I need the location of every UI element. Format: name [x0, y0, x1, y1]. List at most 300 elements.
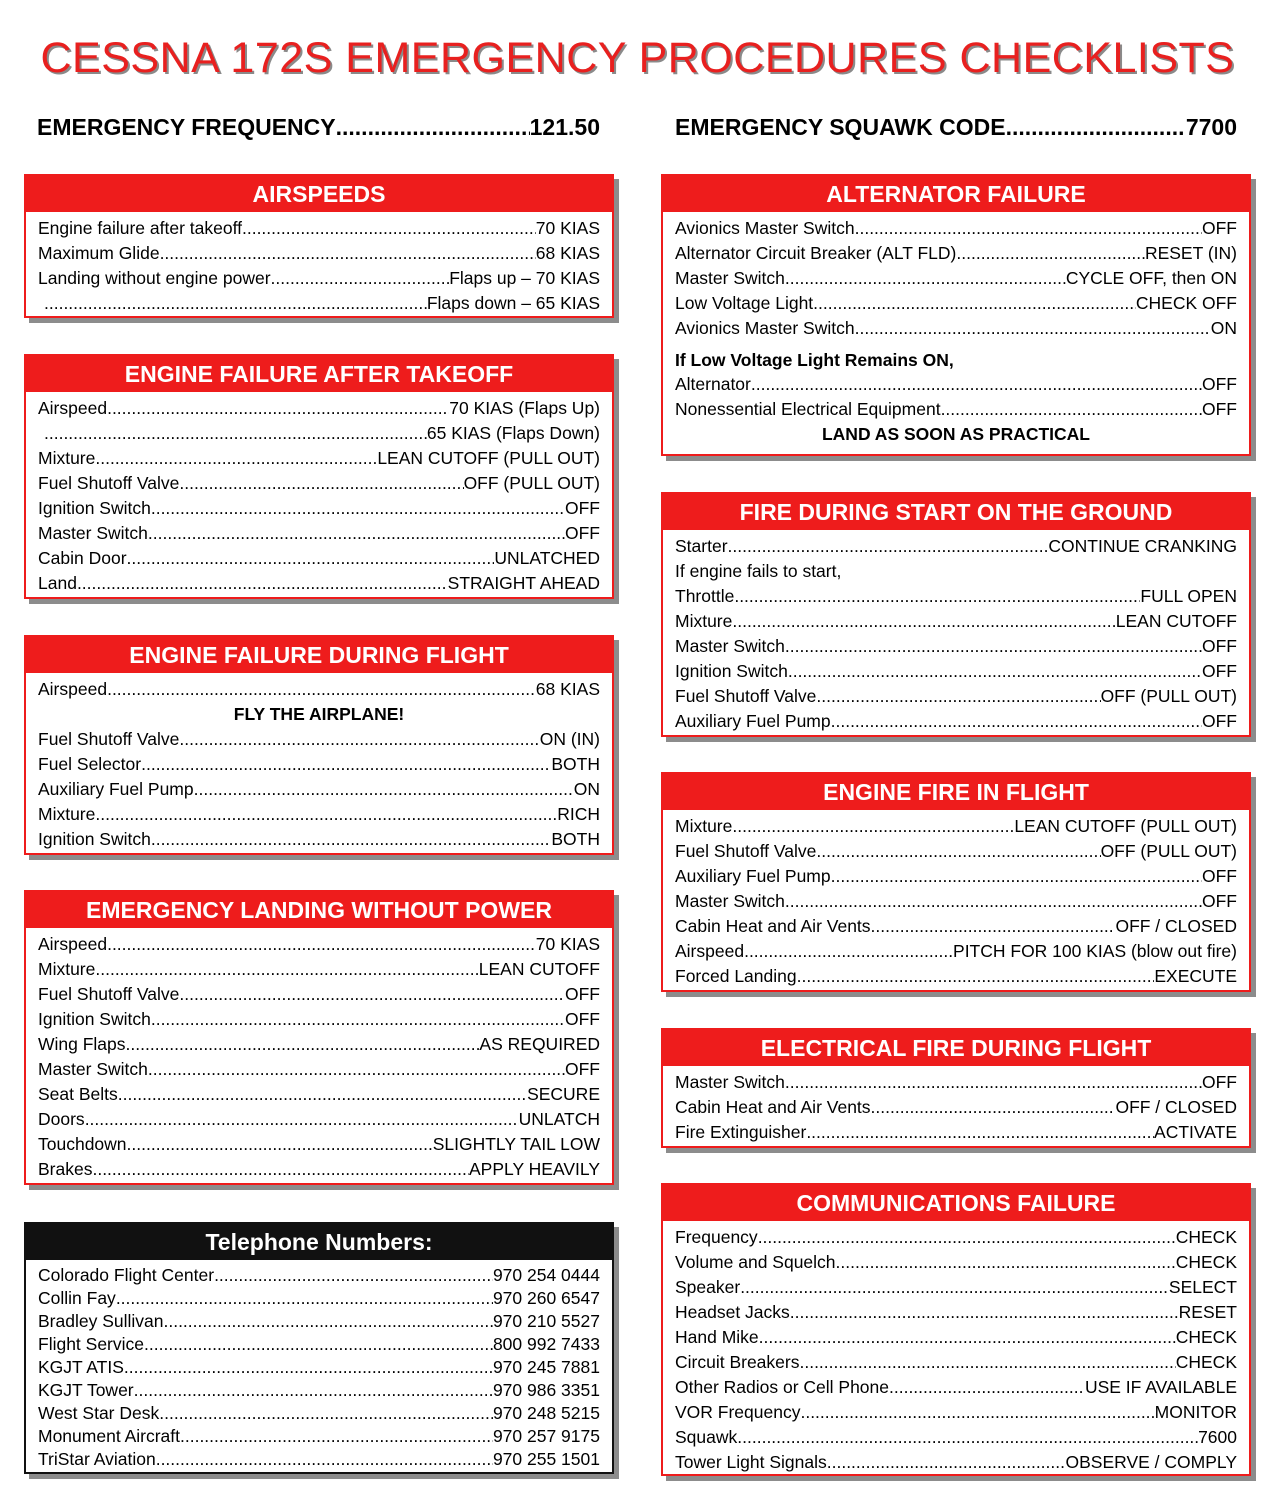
engine-failure-flight-title: ENGINE FAILURE DURING FLIGHT	[26, 637, 612, 673]
alternator-failure-box	[661, 174, 1251, 456]
list-item	[38, 1157, 600, 1182]
item-value: EXECUTE	[1154, 966, 1237, 986]
item-label: Ignition Switch	[38, 498, 151, 518]
item-value: SELECT	[1168, 1277, 1237, 1297]
item-value: SLIGHTLY TAIL LOW	[432, 1134, 600, 1154]
item-label: Alternator Circuit Breaker (ALT FLD)	[675, 243, 957, 263]
list-item	[675, 609, 1237, 634]
list-item	[675, 266, 1237, 291]
communications-failure-box	[661, 1183, 1251, 1476]
list-item	[38, 1264, 600, 1287]
item-label: Auxiliary Fuel Pump	[38, 779, 194, 799]
list-item	[38, 291, 600, 316]
list-item	[675, 372, 1237, 397]
list-item	[38, 1032, 600, 1057]
item-value: OFF / CLOSED	[1115, 1097, 1237, 1117]
list-item	[38, 1082, 600, 1107]
leader-dots	[141, 752, 551, 777]
leader-dots	[790, 1300, 1179, 1325]
list-item	[38, 1379, 600, 1402]
list-item	[675, 1375, 1237, 1400]
item-value: OFF (PULL OUT)	[1100, 841, 1237, 861]
item-value: OFF	[565, 1059, 600, 1079]
item-label: Mixture	[38, 804, 96, 824]
item-value: CYCLE OFF, then ON	[1065, 268, 1237, 288]
list-item	[38, 1448, 600, 1471]
item-value: 68 KIAS	[535, 679, 600, 699]
list-item	[675, 864, 1237, 889]
emergency-landing-list	[26, 928, 612, 1182]
item-label: Wing Flaps	[38, 1034, 126, 1054]
leader-dots	[92, 1157, 469, 1182]
leader-dots	[799, 1350, 1175, 1375]
list-item	[38, 521, 600, 546]
alternator-failure-list-2	[675, 372, 1237, 422]
leader-dots	[732, 609, 1115, 634]
item-value: Flaps up – 70 KIAS	[449, 268, 600, 288]
item-value: ON	[573, 779, 600, 799]
item-label: Brakes	[38, 1159, 93, 1179]
leader-dots	[734, 584, 1140, 609]
list-item	[38, 266, 600, 291]
item-value: SECURE	[527, 1084, 600, 1104]
item-value: 970 260 6547	[492, 1288, 600, 1308]
item-label: Fuel Shutoff Valve	[38, 984, 180, 1004]
list-item	[675, 584, 1237, 609]
leader-dots	[956, 241, 1145, 266]
item-label: Alternator	[675, 374, 751, 394]
item-value: OFF	[1202, 374, 1237, 394]
item-value: MONITOR	[1154, 1402, 1237, 1422]
leader-dots	[179, 727, 539, 752]
item-label: Headset Jacks	[675, 1302, 790, 1322]
item-value: CHECK	[1175, 1327, 1237, 1347]
leader-dots	[751, 372, 1202, 397]
item-label: Fuel Selector	[38, 754, 142, 774]
item-label: Airspeed	[675, 941, 745, 961]
leader-dots	[871, 914, 1116, 939]
item-label: West Star Desk	[38, 1403, 160, 1423]
list-item	[675, 814, 1237, 839]
list-item	[38, 241, 600, 266]
item-label: Master Switch	[675, 1072, 785, 1092]
list-item	[38, 1333, 600, 1356]
list-item	[38, 957, 600, 982]
list-item	[675, 1225, 1237, 1250]
item-value: UNLATCH	[518, 1109, 600, 1129]
leader-dots	[179, 471, 463, 496]
engine-fire-flight-box	[661, 772, 1251, 992]
list-item	[675, 1325, 1237, 1350]
list-item	[38, 827, 600, 852]
item-label: Fuel Shutoff Valve	[38, 729, 180, 749]
item-label: Airspeed	[38, 934, 108, 954]
item-label: Airspeed	[38, 679, 108, 699]
leader-dots	[151, 1007, 565, 1032]
leader-dots	[180, 1425, 493, 1448]
item-label: Flight Service	[38, 1334, 145, 1354]
leader-dots	[831, 864, 1202, 889]
item-label: KGJT ATIS	[38, 1357, 124, 1377]
electrical-fire-list	[663, 1066, 1249, 1145]
leader-dots	[785, 889, 1202, 914]
emergency-squawk	[675, 114, 1237, 144]
item-label: Monument Aircraft	[38, 1426, 180, 1446]
engine-failure-flight-box	[24, 635, 614, 855]
leader-dots	[806, 1120, 1154, 1145]
item-value: ON	[1210, 318, 1237, 338]
leader-dots	[148, 521, 565, 546]
item-label: Auxiliary Fuel Pump	[675, 866, 831, 886]
item-value: STRAIGHT AHEAD	[447, 573, 600, 593]
list-item	[675, 1350, 1237, 1375]
item-value: USE IF AVAILABLE	[1084, 1377, 1237, 1397]
leader-dots	[336, 114, 530, 141]
item-value: 970 986 3351	[492, 1380, 600, 1400]
item-label: Collin Fay	[38, 1288, 116, 1308]
list-item	[675, 1450, 1237, 1475]
leader-dots	[134, 1379, 493, 1402]
list-item	[675, 316, 1237, 341]
item-value: 68 KIAS	[535, 243, 600, 263]
list-item	[675, 1400, 1237, 1425]
leader-dots	[85, 1107, 519, 1132]
item-label: Landing without engine power	[38, 268, 271, 288]
item-value: LEAN CUTOFF (PULL OUT)	[1014, 816, 1237, 836]
alternator-subheading: If Low Voltage Light Remains ON,	[675, 350, 954, 370]
list-item	[675, 1250, 1237, 1275]
list-item	[38, 1287, 600, 1310]
list-item	[38, 396, 600, 421]
leader-dots	[836, 1250, 1176, 1275]
leader-dots	[941, 397, 1202, 422]
item-value: 970 210 5527	[492, 1311, 600, 1331]
list-item	[38, 571, 600, 596]
item-value: 70 KIAS (Flaps Up)	[449, 398, 600, 418]
item-value: 70 KIAS	[535, 934, 600, 954]
list-item	[675, 1095, 1237, 1120]
item-label: Low Voltage Light	[675, 293, 814, 313]
list-item	[675, 534, 1237, 559]
list-item	[38, 1107, 600, 1132]
leader-dots	[728, 534, 1049, 559]
item-label: KGJT Tower	[38, 1380, 134, 1400]
item-label: Avionics Master Switch	[675, 318, 855, 338]
item-label: Master Switch	[38, 523, 148, 543]
item-label: Cabin Heat and Air Vents	[675, 1097, 871, 1117]
leader-dots	[737, 1425, 1198, 1450]
item-value: RESET (IN)	[1144, 243, 1237, 263]
electrical-fire-box	[661, 1028, 1251, 1148]
list-item	[675, 634, 1237, 659]
list-item	[675, 1275, 1237, 1300]
list-item	[675, 1120, 1237, 1145]
item-label: Auxiliary Fuel Pump	[675, 711, 831, 731]
leader-dots	[148, 1057, 565, 1082]
item-label: Squawk	[675, 1427, 738, 1447]
item-label: Avionics Master Switch	[675, 218, 855, 238]
list-item	[38, 546, 600, 571]
item-value: CHECK	[1175, 1252, 1237, 1272]
list-item	[675, 659, 1237, 684]
engine-fire-flight-list	[663, 810, 1249, 989]
item-label: Fuel Shutoff Valve	[675, 841, 817, 861]
leader-dots	[124, 1356, 493, 1379]
item-label: Master Switch	[675, 268, 785, 288]
leader-dots	[800, 1400, 1154, 1425]
leader-dots	[827, 1450, 1066, 1475]
list-item	[675, 1425, 1237, 1450]
list-item	[38, 777, 600, 802]
item-label: Mixture	[38, 448, 96, 468]
item-value: LEAN CUTOFF	[478, 959, 600, 979]
item-value: OFF	[565, 498, 600, 518]
engine-fire-flight-title: ENGINE FIRE IN FLIGHT	[663, 774, 1249, 810]
emergency-landing-box	[24, 890, 614, 1185]
item-label: Maximum Glide	[38, 243, 160, 263]
leader-dots	[855, 216, 1202, 241]
item-value: RESET	[1178, 1302, 1237, 1322]
item-value: 970 254 0444	[492, 1265, 600, 1285]
list-item	[675, 889, 1237, 914]
list-item	[38, 1007, 600, 1032]
list-item	[675, 964, 1237, 989]
item-label: Doors	[38, 1109, 85, 1129]
item-value: OFF / CLOSED	[1115, 916, 1237, 936]
item-label: Nonessential Electrical Equipment	[675, 399, 941, 419]
telephone-box	[24, 1222, 614, 1474]
list-item	[38, 446, 600, 471]
item-label: Ignition Switch	[38, 1009, 151, 1029]
list-item	[38, 802, 600, 827]
item-value: BOTH	[551, 829, 600, 849]
leader-dots	[107, 677, 536, 702]
item-value: OFF	[565, 1009, 600, 1029]
leader-dots	[740, 1275, 1169, 1300]
item-value: AS REQUIRED	[479, 1034, 600, 1054]
item-label: Colorado Flight Center	[38, 1265, 215, 1285]
item-value: OFF	[1202, 661, 1237, 681]
airspeeds-title: AIRSPEEDS	[26, 176, 612, 212]
item-label: Speaker	[675, 1277, 741, 1297]
leader-dots	[44, 291, 427, 316]
item-label: Master Switch	[38, 1059, 148, 1079]
item-value: OFF	[1202, 711, 1237, 731]
list-item	[675, 709, 1237, 734]
leader-dots	[871, 1095, 1116, 1120]
list-item	[675, 216, 1237, 241]
fire-start-ground-list	[675, 584, 1237, 734]
leader-dots	[242, 216, 536, 241]
item-value: 65 KIAS (Flaps Down)	[426, 423, 600, 443]
item-value: UNLATCHED	[494, 548, 600, 568]
item-value: CHECK	[1175, 1227, 1237, 1247]
item-label: Engine failure after takeoff	[38, 218, 242, 238]
list-item	[38, 677, 600, 702]
emergency-frequency-value: 121.50	[529, 114, 600, 140]
list-item	[675, 397, 1237, 422]
list-item	[38, 1310, 600, 1333]
list-item	[38, 471, 600, 496]
item-value: OFF	[1202, 866, 1237, 886]
item-value: CHECK	[1175, 1352, 1237, 1372]
leader-dots	[785, 1070, 1202, 1095]
item-value: APPLY HEAVILY	[469, 1159, 600, 1179]
list-item	[38, 752, 600, 777]
item-value: BOTH	[551, 754, 600, 774]
item-label: Starter	[675, 536, 728, 556]
land-as-soon-note: LAND AS SOON AS PRACTICAL	[821, 424, 1090, 444]
leader-dots	[797, 964, 1155, 989]
item-value: ON (IN)	[539, 729, 600, 749]
leader-dots	[127, 546, 495, 571]
leader-dots	[160, 241, 536, 266]
list-item	[675, 241, 1237, 266]
emergency-frequency	[37, 114, 600, 144]
emergency-frequency-label: EMERGENCY FREQUENCY	[37, 114, 336, 140]
item-value: 970 248 5215	[492, 1403, 600, 1423]
item-label: Master Switch	[675, 891, 785, 911]
list-item	[38, 421, 600, 446]
airspeeds-list	[26, 212, 612, 316]
list-item	[38, 932, 600, 957]
item-label: Hand Mike	[675, 1327, 759, 1347]
item-label: Cabin Heat and Air Vents	[675, 916, 871, 936]
leader-dots	[144, 1333, 493, 1356]
list-item	[675, 839, 1237, 864]
item-label: Fuel Shutoff Valve	[675, 686, 817, 706]
leader-dots	[831, 709, 1202, 734]
list-item	[38, 1402, 600, 1425]
leader-dots	[44, 421, 427, 446]
list-item	[38, 1132, 600, 1157]
alternator-failure-list	[675, 216, 1237, 341]
item-value: RICH	[557, 804, 600, 824]
item-label: Mixture	[675, 611, 733, 631]
page-title: CESSNA 172S EMERGENCY PROCEDURES CHECKLISTS	[40, 34, 1235, 82]
fire-start-ground-box	[661, 492, 1251, 737]
item-label: Cabin Door	[38, 548, 127, 568]
item-label: Mixture	[38, 959, 96, 979]
engine-fails-note: If engine fails to start,	[675, 561, 842, 581]
list-item	[675, 914, 1237, 939]
item-value: 70 KIAS	[535, 218, 600, 238]
item-value: PITCH FOR 100 KIAS (blow out fire)	[953, 941, 1237, 961]
item-label: Fire Extinguisher	[675, 1122, 807, 1142]
list-item	[38, 727, 600, 752]
item-value: OFF	[565, 984, 600, 1004]
emergency-landing-title: EMERGENCY LANDING WITHOUT POWER	[26, 892, 612, 928]
list-item	[38, 216, 600, 241]
item-label: Other Radios or Cell Phone	[675, 1377, 889, 1397]
engine-failure-takeoff-list	[26, 392, 612, 596]
item-value: OBSERVE / COMPLY	[1065, 1452, 1237, 1472]
leader-dots	[759, 1325, 1176, 1350]
item-value: 970 257 9175	[492, 1426, 600, 1446]
item-label: Ignition Switch	[675, 661, 788, 681]
leader-dots	[732, 814, 1014, 839]
item-value: 970 245 7881	[492, 1357, 600, 1377]
item-value: FULL OPEN	[1140, 586, 1237, 606]
leader-dots	[855, 316, 1211, 341]
item-label: Seat Belts	[38, 1084, 118, 1104]
list-item	[38, 1425, 600, 1448]
list-item	[38, 982, 600, 1007]
item-value: OFF	[1202, 1072, 1237, 1092]
item-value: 970 255 1501	[492, 1449, 600, 1469]
telephone-list	[26, 1260, 612, 1471]
leader-dots	[95, 446, 377, 471]
item-value: OFF	[1202, 891, 1237, 911]
list-item	[38, 496, 600, 521]
item-label: Forced Landing	[675, 966, 797, 986]
item-value: CONTINUE CRANKING	[1048, 536, 1237, 556]
leader-dots	[151, 496, 565, 521]
leader-dots	[151, 827, 552, 852]
item-value: OFF	[1202, 399, 1237, 419]
list-item	[38, 1356, 600, 1379]
item-label: Master Switch	[675, 636, 785, 656]
leader-dots	[163, 1310, 492, 1333]
leader-dots	[889, 1375, 1085, 1400]
engine-failure-flight-list	[38, 727, 600, 852]
leader-dots	[813, 291, 1136, 316]
fly-the-airplane-note: FLY THE AIRPLANE!	[233, 704, 405, 724]
leader-dots	[95, 957, 478, 982]
leader-dots	[214, 1264, 493, 1287]
item-value: OFF	[565, 523, 600, 543]
item-label: Fuel Shutoff Valve	[38, 473, 180, 493]
electrical-fire-title: ELECTRICAL FIRE DURING FLIGHT	[663, 1030, 1249, 1066]
leader-dots	[159, 1402, 493, 1425]
item-label: Throttle	[675, 586, 735, 606]
item-value: OFF	[1202, 636, 1237, 656]
leader-dots	[127, 1132, 433, 1157]
item-value: OFF (PULL OUT)	[1100, 686, 1237, 706]
engine-failure-takeoff-title: ENGINE FAILURE AFTER TAKEOFF	[26, 356, 612, 392]
item-value: LEAN CUTOFF (PULL OUT)	[377, 448, 600, 468]
list-item	[38, 1057, 600, 1082]
item-label: Land	[38, 573, 77, 593]
item-value: ACTIVATE	[1154, 1122, 1237, 1142]
item-value: 7600	[1198, 1427, 1237, 1447]
item-label: VOR Frequency	[675, 1402, 801, 1422]
item-label: Ignition Switch	[38, 829, 151, 849]
leader-dots	[107, 932, 536, 957]
list-item	[675, 1070, 1237, 1095]
leader-dots	[744, 939, 953, 964]
item-value: Flaps down – 65 KIAS	[426, 293, 600, 313]
communications-failure-list	[663, 1221, 1249, 1475]
item-value: OFF (PULL OUT)	[463, 473, 600, 493]
item-label: Touchdown	[38, 1134, 127, 1154]
list-item	[675, 1300, 1237, 1325]
item-label: Airspeed	[38, 398, 108, 418]
leader-dots	[156, 1448, 493, 1471]
fire-start-ground-title: FIRE DURING START ON THE GROUND	[663, 494, 1249, 530]
item-label: TriStar Aviation	[38, 1449, 156, 1469]
telephone-title: Telephone Numbers:	[26, 1224, 612, 1260]
engine-failure-takeoff-box	[24, 354, 614, 599]
item-label: Mixture	[675, 816, 733, 836]
leader-dots	[118, 1082, 527, 1107]
item-value: 800 992 7433	[492, 1334, 600, 1354]
list-item	[675, 939, 1237, 964]
item-label: Circuit Breakers	[675, 1352, 800, 1372]
list-item	[675, 291, 1237, 316]
communications-failure-title: COMMUNICATIONS FAILURE	[663, 1185, 1249, 1221]
leader-dots	[816, 684, 1100, 709]
